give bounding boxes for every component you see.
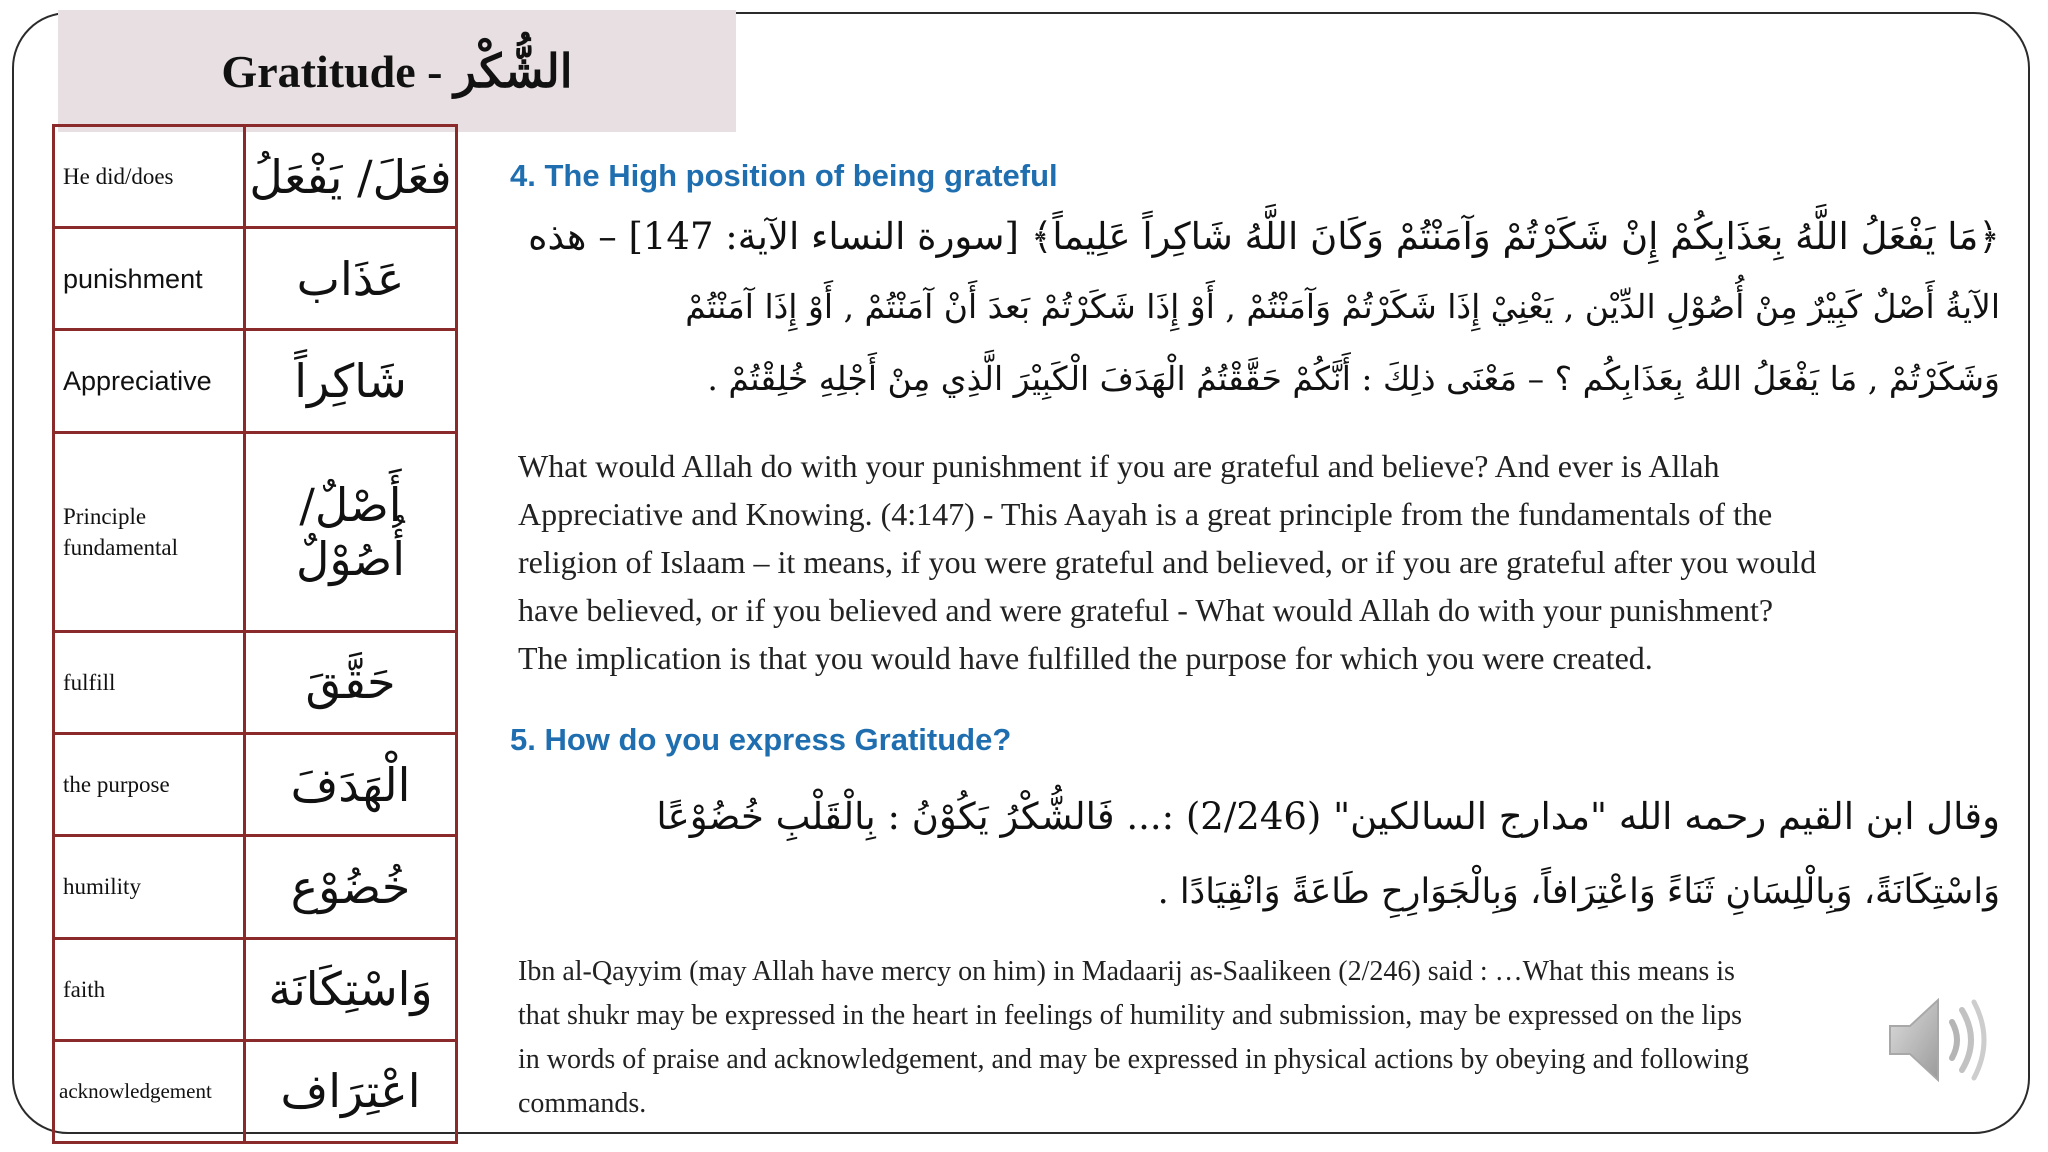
section-4-english-line-1: What would Allah do with your punishment if you are grateful and believe? And ever is Allah: [518, 448, 1720, 484]
vocab-arabic: اعْتِرَاف: [245, 1040, 457, 1142]
vocab-english: the purpose: [54, 734, 245, 836]
section-4-english: [518, 442, 1988, 682]
vocab-arabic: خُضُوْع: [245, 836, 457, 938]
section-4-english-line-2: Appreciative and Knowing. (4:147) - This Aayah is a great principle from the fundamentals of the: [518, 496, 1773, 532]
section-4-arabic-line-1: ﴿مَا يَفْعَلُ اللَّهُ بِعَذَابِكُمْ إِنْ شَكَرْتُمْ وَآمَنْتُمْ وَكَانَ اللَّهُ شَاكِراً عَلِيماً﴾ [سورة النساء الآية: 147] – هذه: [528, 215, 2000, 258]
section-5-english: [518, 950, 1988, 1126]
section-5-english-line-3: in words of praise and acknowledgement, and may be expressed in physical actions by obeying and following: [518, 1044, 1749, 1075]
vocab-english: faith: [54, 938, 245, 1040]
section-4-english-line-5: The implication is that you would have fulfilled the purpose for which you were created.: [518, 640, 1653, 676]
vocab-row: [54, 228, 457, 330]
vocab-arabic: حَقَّقَ: [245, 631, 457, 733]
vocab-row: [54, 938, 457, 1040]
vocab-arabic: الْهَدَفَ: [245, 734, 457, 836]
section-4-english-line-3: religion of Islaam – it means, if you were grateful and believed, or if you are grateful after you would: [518, 544, 1817, 580]
vocabulary-table: [52, 124, 458, 1144]
section-4-arabic-line-3: وَشَكَرْتُمْ , مَا يَفْعَلُ اللهُ بِعَذَابِكُم ؟ – مَعْنَى ذلِكَ : أَنَّكُمْ حَقَّقْتُمُ الْهَدَفَ الْكَبِيْرَ الَّذِي مِنْ أَجْلِهِ خُلِقْتُمْ .: [707, 359, 2000, 398]
title-box: [58, 10, 736, 132]
vocab-arabic: عَذَاب: [245, 228, 457, 330]
vocab-english: fulfill: [54, 631, 245, 733]
section-5-arabic-line-2: وَاسْتِكَانَةً، وَبِالْلِسَانِ ثَنَاءً وَاعْتِرَافاً، وَبِالْجَوَارِحِ طَاعَةً وَانْقِيَادًا .: [1157, 872, 2000, 912]
vocab-arabic: وَاسْتِكَانَة: [245, 938, 457, 1040]
vocab-row: [54, 836, 457, 938]
section-4-english-line-4: have believed, or if you believed and were grateful - What would Allah do with your punishment?: [518, 592, 1774, 628]
vocab-english: acknowledgement: [54, 1040, 245, 1142]
vocab-row: [54, 631, 457, 733]
vocab-english: He did/does: [54, 126, 245, 228]
section-4-arabic-line-2: الآيةُ أَصْلٌ كَبِيْرٌ مِنْ أُصُوْلِ الدِّيْن , يَعْنِيْ إِذَا شَكَرْتُمْ وَآمَنْتُمْ , أَوْ إِذَا شَكَرْتُمْ بَعدَ أَنْ آمَنْتُمْ , أَوْ إِذَا آمَنْتُمْ: [685, 287, 2000, 326]
vocab-arabic: شَاكِراً: [245, 330, 457, 432]
vocab-row: [54, 734, 457, 836]
vocab-arabic: فعَلَ/ يَفْعَلُ: [245, 126, 457, 228]
section-5-english-line-4: commands.: [518, 1088, 647, 1119]
section-5-english-line-1: Ibn al-Qayyim (may Allah have mercy on him) in Madaarij as-Saalikeen (2/246) said : …What this means is: [518, 956, 1735, 987]
slide-title: Gratitude - الشُّكْر: [221, 46, 573, 97]
vocab-arabic: أَصْلٌ/ أُصُوْلٌ: [245, 432, 457, 631]
vocab-english: humility: [54, 836, 245, 938]
section-4-heading: 4. The High position of being grateful: [510, 158, 1058, 193]
vocab-row: [54, 432, 457, 631]
vocab-english: punishment: [54, 228, 245, 330]
vocab-english: Principle fundamental: [54, 432, 245, 631]
section-5-arabic-line-1: وقال ابن القيم رحمه الله "مدارج السالكين" (2/246) :... فَالشُّكْرُ يَكُوْنُ : بِالْقَلْبِ خُضُوْعًا: [656, 795, 2000, 838]
vocab-row: [54, 330, 457, 432]
section-5-heading: 5. How do you express Gratitude?: [510, 722, 1012, 757]
vocab-row: [54, 1040, 457, 1142]
section-5-english-line-2: that shukr may be expressed in the heart in feelings of humility and submission, may be expressed on the lips: [518, 1000, 1742, 1031]
vocab-row: [54, 126, 457, 228]
vocab-english: Appreciative: [54, 330, 245, 432]
speaker-icon[interactable]: [1876, 980, 1996, 1100]
